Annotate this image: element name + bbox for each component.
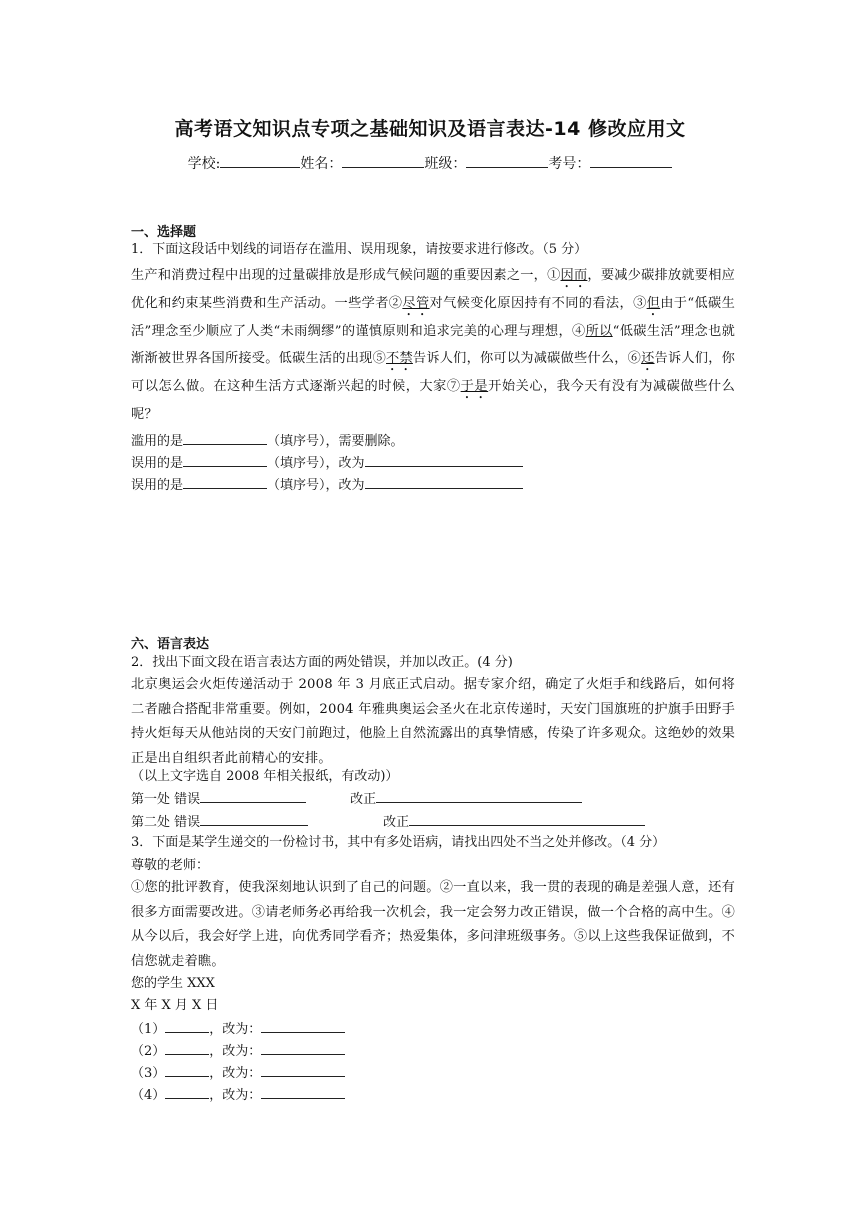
- q2-row-1-error-blank[interactable]: [200, 790, 306, 803]
- section2-heading: 六、语言表达: [131, 637, 210, 652]
- class-label: 班级：: [424, 156, 467, 172]
- underlined-word-3: 但: [646, 296, 661, 311]
- q3-item-1-fix[interactable]: [261, 1020, 345, 1033]
- name-blank[interactable]: [342, 155, 424, 168]
- underlined-word-6: 还: [641, 350, 655, 366]
- number-label: 考号：: [548, 156, 591, 172]
- q1-answer-2-blank[interactable]: [183, 454, 267, 467]
- student-info-line: [0, 153, 860, 173]
- underlined-word-4: 所以: [585, 324, 613, 339]
- q1-answer-2-correction[interactable]: [365, 454, 523, 467]
- q2-row-2-fix-blank[interactable]: [409, 813, 645, 826]
- q3-item-4-blank[interactable]: [165, 1086, 209, 1099]
- q1-answer-3-correction[interactable]: [365, 476, 523, 489]
- q2-row-1-fix-blank[interactable]: [376, 790, 582, 803]
- q2-row-2: 第二处 错误 改正: [131, 813, 731, 832]
- q2-passage: 北京奥运会火炬传递活动于 2008 年 3 月底正式启动。据专家介绍，确定了火炬手和线路后，如何将二者融合搭配非常重要。例如，2004 年雅典奥运会圣火在北京传递时，天安门国旗班的护旗手田野手持火炬每天从他站岗的天安门前跑过，他脸上自然流露出的真挚情感，传染了许多观众。这绝妙的效果正是出自组织者此前精心的安排。: [131, 677, 735, 766]
- q2-row-2-error-blank[interactable]: [200, 813, 308, 826]
- class-blank[interactable]: [466, 155, 548, 168]
- q3-item-2-blank[interactable]: [165, 1042, 209, 1055]
- q1-answer-3: 误用的是 （填序号），改为: [131, 476, 731, 495]
- q3-item-2: （2） ，改为：: [131, 1042, 731, 1061]
- q1-answer-3-blank[interactable]: [183, 476, 267, 489]
- q1-passage: 生产和消费过程中出现的过量碳排放是形成气候问题的重要因素之一，①因而，要减少碳排放就要相应优化和约束某些消费和生产活动。一些学者②尽管对气候变化原因持有不同的看法，③但由于“低碳生活”理念至少顺应了人类“未雨绸缪”的谨慎原则和追求完美的心理与理想，④所以“低碳生活”理念也就渐渐被世界各国所接受。低碳生活的出现⑤不禁告诉人们，你可以为减碳做些什么，⑥还告诉人们，你可以怎么做。在这种生活方式逐渐兴起的时候，大家⑦于是开始关心，我今天有没有为减碳做些什么呢？: [131, 268, 736, 422]
- q3-item-3: （3） ，改为：: [131, 1064, 731, 1083]
- q3-item-4: （4） ，改为：: [131, 1086, 731, 1105]
- q1-prompt: 1．下面这段话中划线的词语存在滥用、误用现象，请按要求进行修改。（5 分）: [131, 242, 588, 257]
- q2-prompt: 2．找出下面文段在语言表达方面的两处错误，并加以改正。(4 分): [131, 655, 513, 670]
- school-label: 学校:: [187, 156, 221, 172]
- q3-item-1: （1） ，改为：: [131, 1020, 731, 1039]
- q3-date: X 年 X 月 X 日: [131, 998, 219, 1013]
- underlined-word-5: 不禁: [386, 350, 413, 366]
- q3-prompt: 3．下面是某学生递交的一份检讨书，其中有多处语病，请找出四处不当之处并修改。（4 分）: [131, 835, 666, 850]
- q3-body: ①您的批评教育，使我深刻地认识到了自己的问题。②一直以来，我一贯的表现的确是差强人意，还有很多方面需要改进。③请老师务必再给我一次机会，我一定会努力改正错误，做一个合格的高中生。④从今以后，我会好学上进，向优秀同学看齐；热爱集体，多问津班级事务。⑤以上这些我保证做到，不信您就走着瞧。: [131, 880, 735, 969]
- underlined-word-7: 于是: [460, 378, 489, 394]
- q1-answer-2: 误用的是 （填序号），改为: [131, 454, 731, 473]
- q3-greeting: 尊敬的老师：: [131, 858, 210, 873]
- q2-source: （以上文字选自 2008 年相关报纸，有改动)）: [131, 769, 399, 784]
- section1-heading: 一、选择题: [131, 225, 197, 240]
- school-blank[interactable]: [220, 155, 300, 168]
- q3-item-3-blank[interactable]: [165, 1064, 209, 1077]
- name-label: 姓名：: [300, 156, 343, 172]
- page-title: 高考语文知识点专项之基础知识及语言表达-14 修改应用文: [174, 118, 686, 140]
- q3-item-1-blank[interactable]: [165, 1020, 209, 1033]
- underlined-word-2: 尽管: [402, 296, 430, 311]
- q3-item-3-fix[interactable]: [261, 1064, 345, 1077]
- q3-sign: 您的学生 XXX: [131, 976, 215, 991]
- q1-answer-1: 滥用的是 （填序号），需要删除。: [131, 434, 404, 449]
- q3-item-4-fix[interactable]: [261, 1086, 345, 1099]
- q3-item-2-fix[interactable]: [261, 1042, 345, 1055]
- underlined-word-1: 因而: [560, 268, 588, 283]
- q2-row-1: 第一处 错误 改正: [131, 790, 731, 809]
- q1-answer-1-blank[interactable]: [183, 432, 267, 445]
- number-blank[interactable]: [590, 155, 672, 168]
